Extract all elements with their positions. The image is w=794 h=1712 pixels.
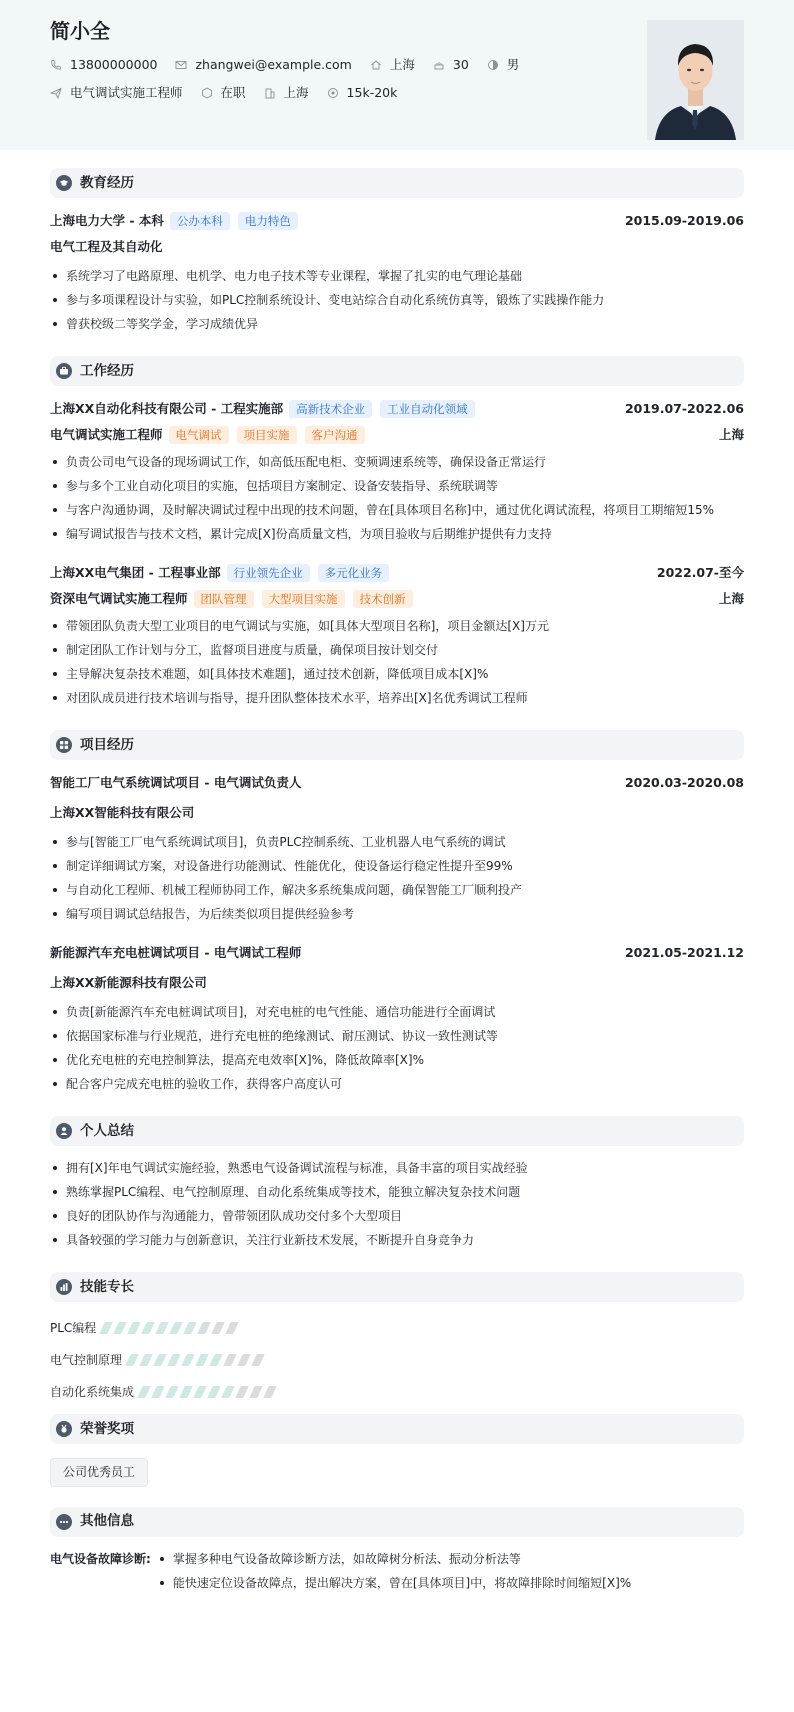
- skill-item: [50, 1344, 744, 1376]
- work-location: 上海: [718, 427, 744, 443]
- project-bullets: [50, 1000, 744, 1096]
- project-org-row: [50, 970, 744, 996]
- list-item: 曾获校级二等奖学金，学习成绩优异: [50, 312, 744, 336]
- resume-header: [0, 0, 794, 150]
- role-name: 电气调试实施工程师: [50, 427, 163, 443]
- list-item: 掌握多种电气设备故障诊断方法，如故障树分析法、振动分析法等: [157, 1547, 631, 1571]
- profile-photo: [647, 20, 744, 140]
- role-tag: 项目实施: [237, 426, 297, 444]
- gender-item: [487, 56, 520, 74]
- skill-segment-filled: [170, 1322, 184, 1334]
- major-name: 电气工程及其自动化: [50, 239, 163, 255]
- work-section-header: [50, 356, 744, 386]
- projects-section-title: 项目经历: [80, 736, 134, 753]
- skills-section-title: 技能专长: [80, 1278, 134, 1295]
- chart-icon: [56, 1279, 72, 1295]
- paper-plane-icon: [50, 87, 62, 99]
- role-tag: 技术创新: [353, 590, 413, 608]
- skills-list: [50, 1312, 744, 1408]
- other-bullets: [157, 1547, 631, 1595]
- school-name: 上海电力大学 - 本科: [50, 213, 164, 229]
- awards-list: [50, 1454, 744, 1487]
- list-item: 负责公司电气设备的现场调试工作，如高低压配电柜、变频调速系统等，确保设备正常运行: [50, 450, 744, 474]
- cake-icon: [433, 59, 445, 71]
- job-target-item: [50, 84, 183, 102]
- list-item: 依据国家标准与行业规范，进行充电桩的绝缘测试、耐压测试、协议一致性测试等: [50, 1024, 744, 1048]
- skill-segment-empty: [223, 1354, 237, 1366]
- salary-icon: [327, 87, 339, 99]
- skill-segment-filled: [151, 1386, 165, 1398]
- skill-name: 电气控制原理: [50, 1352, 123, 1367]
- skill-segment-empty: [251, 1354, 265, 1366]
- list-item: 主导解决复杂技术难题，如[具体技术难题]，通过技术创新，降低项目成本[X]%: [50, 662, 744, 686]
- work-entry: [50, 396, 744, 546]
- award-badge: 公司优秀员工: [50, 1458, 148, 1487]
- list-item: 系统学习了电路原理、电机学、电力电子技术等专业课程，掌握了扎实的电气理论基础: [50, 264, 744, 288]
- list-item: 对团队成员进行技术培训与指导，提升团队整体技术水平，培养出[X]名优秀调试工程师: [50, 686, 744, 710]
- expected-city-text: 上海: [283, 85, 309, 101]
- project-period: 2020.03-2020.08: [624, 775, 744, 791]
- skill-segment-filled: [209, 1354, 223, 1366]
- mail-icon: [175, 59, 187, 71]
- other-label: 电气设备故障诊断:: [50, 1551, 151, 1566]
- project-org: 上海XX智能科技有限公司: [50, 805, 195, 821]
- education-header-row: [50, 208, 744, 234]
- list-item: 参与[智能工厂电气系统调试项目]，负责PLC控制系统、工业机器人电气系统的调试: [50, 830, 744, 854]
- project-entry: [50, 940, 744, 1096]
- company-name: 上海XX自动化科技有限公司 - 工程实施部: [50, 401, 284, 417]
- summary-section-title: 个人总结: [80, 1122, 134, 1139]
- company-tag: 高新技术企业: [289, 400, 372, 418]
- education-entry: [50, 208, 744, 336]
- skill-level-bar: [102, 1322, 242, 1334]
- role-tag: 电气调试: [169, 426, 229, 444]
- resume-body: [0, 150, 794, 1595]
- email-item: [175, 56, 351, 74]
- work-section-title: 工作经历: [80, 362, 134, 379]
- education-section-title: 教育经历: [80, 174, 134, 191]
- other-info-row: [50, 1547, 744, 1595]
- age-item: [433, 56, 469, 74]
- candidate-name: 简小全: [50, 19, 110, 43]
- skill-segment-filled: [139, 1354, 153, 1366]
- skill-segment-empty: [263, 1386, 277, 1398]
- skill-level-bar: [128, 1354, 268, 1366]
- gender-text: 男: [506, 57, 520, 73]
- medal-icon: [56, 1421, 72, 1437]
- list-item: 拥有[X]年电气调试实施经验，熟悉电气设备调试流程与标准，具备丰富的项目实战经验: [50, 1156, 744, 1180]
- skill-name: 自动化系统集成: [50, 1384, 135, 1399]
- skills-section-header: [50, 1272, 744, 1302]
- skill-segment-filled: [165, 1386, 179, 1398]
- list-item: 良好的团队协作与沟通能力，曾带领团队成功交付多个大型项目: [50, 1204, 744, 1228]
- role-row: [50, 422, 744, 448]
- skill-segment-filled: [179, 1386, 193, 1398]
- project-title-row: [50, 770, 744, 796]
- salary-item: [327, 84, 398, 102]
- project-title: 智能工厂电气系统调试项目 - 电气调试负责人: [50, 775, 302, 791]
- phone-icon: [50, 59, 62, 71]
- role-row: [50, 586, 744, 612]
- summary-section-header: [50, 1116, 744, 1146]
- skill-segment-empty: [226, 1322, 240, 1334]
- status-text: 在职: [220, 85, 246, 101]
- salary-text: 15k-20k: [346, 85, 398, 101]
- work-entry: [50, 560, 744, 710]
- graduation-cap-icon: [56, 175, 72, 191]
- project-period: 2021.05-2021.12: [624, 945, 744, 961]
- skill-segment-empty: [198, 1322, 212, 1334]
- grid-icon: [56, 737, 72, 753]
- project-bullets: [50, 830, 744, 926]
- list-item: 熟练掌握PLC编程、电气控制原理、自动化系统集成等技术，能独立解决复杂技术问题: [50, 1180, 744, 1204]
- role-tag: 大型项目实施: [262, 590, 345, 608]
- skill-item: [50, 1376, 744, 1408]
- skill-segment-filled: [195, 1354, 209, 1366]
- education-bullets: [50, 264, 744, 336]
- role-name: 资深电气调试实施工程师: [50, 591, 188, 607]
- list-item: 带领团队负责大型工业项目的电气调试与实施，如[具体大型项目名称]，项目金额达[X]万元: [50, 614, 744, 638]
- job-intent-row: [50, 82, 744, 104]
- work-period: 2019.07-2022.06: [624, 401, 744, 417]
- list-item: 编写项目调试总结报告，为后续类似项目提供经验参考: [50, 902, 744, 926]
- city-item: [370, 56, 415, 74]
- skill-segment-filled: [221, 1386, 235, 1398]
- phone-text: 13800000000: [70, 57, 158, 73]
- list-item: 编写调试报告与技术文档，累计完成[X]份高质量文档，为项目验收与后期维护提供有力支持: [50, 522, 744, 546]
- age-text: 30: [452, 57, 469, 73]
- list-item: 与自动化工程师、机械工程师协同工作，解决多系统集成问题，确保智能工厂顺利投产: [50, 878, 744, 902]
- other-section-title: 其他信息: [80, 1513, 134, 1530]
- skill-segment-filled: [153, 1354, 167, 1366]
- work-location: 上海: [718, 591, 744, 607]
- skill-name: PLC编程: [50, 1320, 97, 1335]
- gender-icon: [487, 59, 499, 71]
- work-bullets: [50, 450, 744, 546]
- skill-segment-filled: [142, 1322, 156, 1334]
- expected-city-item: [264, 84, 309, 102]
- other-section-header: [50, 1507, 744, 1537]
- list-item: 与客户沟通协调，及时解决调试过程中出现的技术问题，曾在[具体项目名称]中，通过优化调试流程，将项目工期缩短15%: [50, 498, 744, 522]
- home-icon: [370, 59, 382, 71]
- skill-segment-filled: [193, 1386, 207, 1398]
- skill-level-bar: [140, 1386, 280, 1398]
- email-text: zhangwei@example.com: [195, 57, 352, 73]
- skill-segment-filled: [128, 1322, 142, 1334]
- skill-segment-empty: [249, 1386, 263, 1398]
- skill-segment-filled: [137, 1386, 151, 1398]
- skill-segment-filled: [167, 1354, 181, 1366]
- contact-row: [50, 54, 744, 76]
- project-title: 新能源汽车充电桩调试项目 - 电气调试工程师: [50, 945, 302, 961]
- list-item: 配合客户完成充电桩的验收工作，获得客户高度认可: [50, 1072, 744, 1096]
- status-icon: [201, 87, 213, 99]
- user-icon: [56, 1123, 72, 1139]
- skill-segment-filled: [125, 1354, 139, 1366]
- job-target-text: 电气调试实施工程师: [70, 85, 183, 101]
- list-item: 能快速定位设备故障点，提出解决方案，曾在[具体项目]中，将故障排除时间缩短[X]%: [157, 1571, 631, 1595]
- work-bullets: [50, 614, 744, 710]
- project-org: 上海XX新能源科技有限公司: [50, 975, 207, 991]
- status-item: [201, 84, 246, 102]
- list-item: 制定团队工作计划与分工，监督项目进度与质量，确保项目按计划交付: [50, 638, 744, 662]
- skill-segment-empty: [235, 1386, 249, 1398]
- briefcase-icon: [56, 363, 72, 379]
- skill-segment-filled: [184, 1322, 198, 1334]
- skill-segment-filled: [114, 1322, 128, 1334]
- skill-segment-filled: [207, 1386, 221, 1398]
- skill-segment-empty: [237, 1354, 251, 1366]
- company-tag: 行业领先企业: [227, 564, 310, 582]
- major-row: [50, 234, 744, 260]
- company-tag: 多元化业务: [318, 564, 390, 582]
- company-name: 上海XX电气集团 - 工程事业部: [50, 565, 221, 581]
- skill-segment-empty: [212, 1322, 226, 1334]
- project-entry: [50, 770, 744, 926]
- skill-item: [50, 1312, 744, 1344]
- city-text: 上海: [389, 57, 415, 73]
- company-tag: 工业自动化领域: [380, 400, 475, 418]
- awards-section-title: 荣誉奖项: [80, 1420, 134, 1437]
- project-title-row: [50, 940, 744, 966]
- company-row: [50, 560, 744, 586]
- work-period: 2022.07-至今: [656, 565, 744, 581]
- more-icon: [56, 1514, 72, 1530]
- list-item: 具备较强的学习能力与创新意识，关注行业新技术发展，不断提升自身竞争力: [50, 1228, 744, 1252]
- summary-bullets: [50, 1156, 744, 1252]
- company-row: [50, 396, 744, 422]
- role-tag: 团队管理: [194, 590, 254, 608]
- list-item: 优化充电桩的充电控制算法，提高充电效率[X]%，降低故障率[X]%: [50, 1048, 744, 1072]
- projects-section-header: [50, 730, 744, 760]
- phone-item: [50, 56, 157, 74]
- role-tag: 客户沟通: [305, 426, 365, 444]
- list-item: 制定详细调试方案，对设备进行功能测试、性能优化，使设备运行稳定性提升至99%: [50, 854, 744, 878]
- school-tag: 电力特色: [238, 212, 298, 230]
- skill-segment-filled: [181, 1354, 195, 1366]
- skill-segment-filled: [100, 1322, 114, 1334]
- list-item: 参与多项课程设计与实验，如PLC控制系统设计、变电站综合自动化系统仿真等，锻炼了实践操作能力: [50, 288, 744, 312]
- project-org-row: [50, 800, 744, 826]
- education-period: 2015.09-2019.06: [624, 213, 744, 229]
- building-icon: [264, 87, 276, 99]
- list-item: 参与多个工业自动化项目的实施，包括项目方案制定、设备安装指导、系统联调等: [50, 474, 744, 498]
- education-section-header: [50, 168, 744, 198]
- skill-segment-filled: [156, 1322, 170, 1334]
- school-tag: 公办本科: [170, 212, 230, 230]
- awards-section-header: [50, 1414, 744, 1444]
- list-item: 负责[新能源汽车充电桩调试项目]，对充电桩的电气性能、通信功能进行全面调试: [50, 1000, 744, 1024]
